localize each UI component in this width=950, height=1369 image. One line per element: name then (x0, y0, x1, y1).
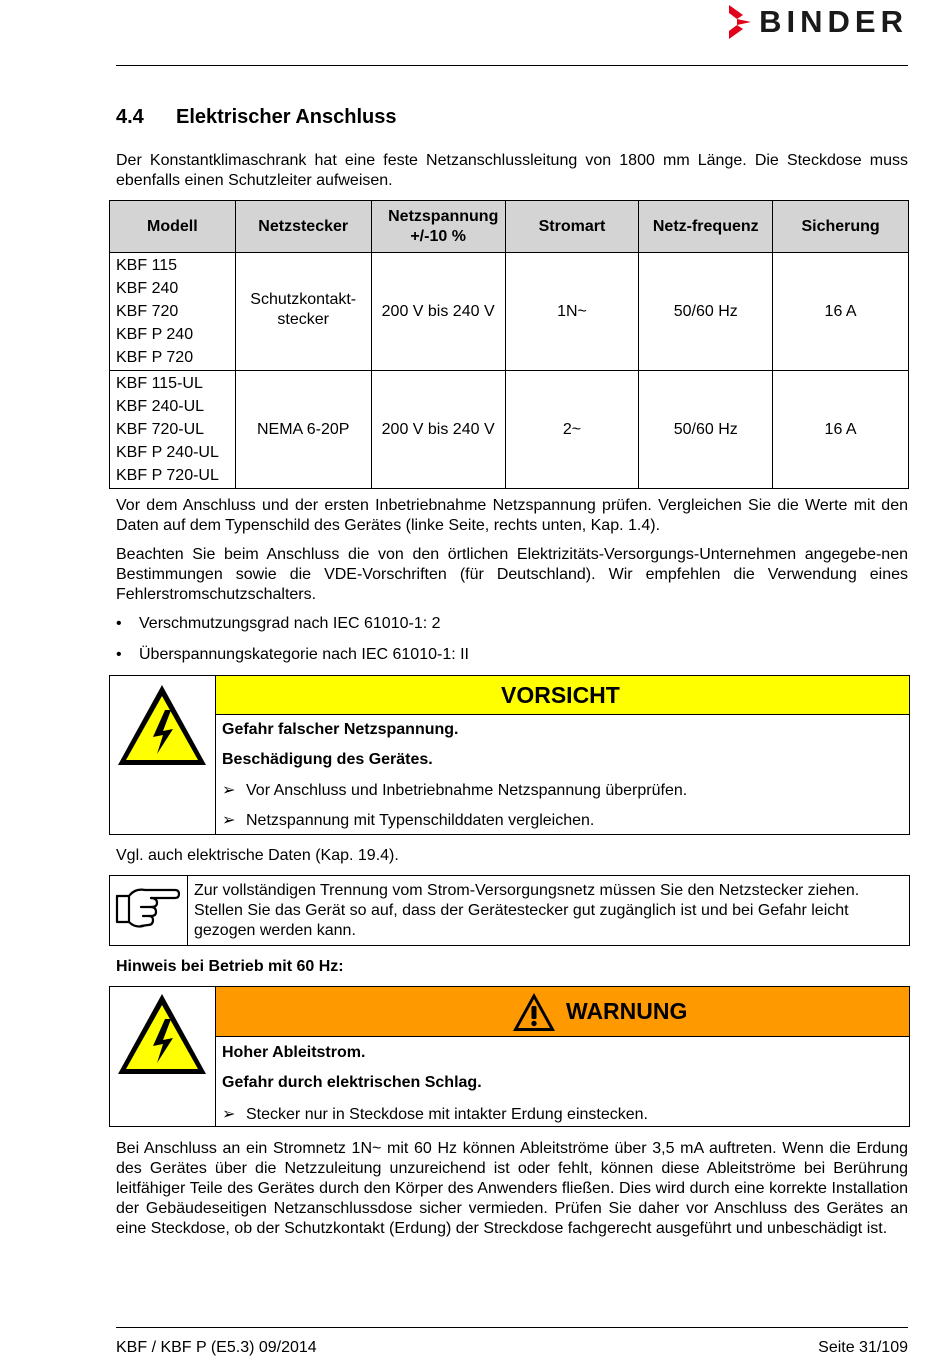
model-list (110, 371, 236, 489)
leakage-paragraph: Bei Anschluss an ein Stromnetz 1N~ mit 60 Hz können Ableitströme über 3,5 mA auftreten. Wenn die Erdung des Gerätes über die Netzzuleitung unzureichend ist oder fehlt, können diese Ableitströme bei Berührung leitfähiger Teile des Gerätes durch den Körper des Anwenders fließen. Dies wird durch eine korrekte Installation der Gebäudeseitigen Netzanschlussdose sicher vermieden. Prüfen Sie daher vor Anschluss des Gerätes an eine Steckdose, ob der Schutzkontakt (Erdung) der Streckdose fachgerecht ausgeführt und unbeschädigt ist. (116, 1140, 908, 1237)
caution-title: VORSICHT (501, 682, 620, 708)
brand-logo (729, 4, 908, 40)
header-frequency: Netz-frequenz (639, 201, 773, 253)
hint-60hz-heading: Hinweis bei Betrieb mit 60 Hz: (116, 958, 344, 975)
footer-doc-id: KBF / KBF P (E5.3) 09/2014 (116, 1339, 317, 1356)
current-cell: 2~ (505, 371, 639, 489)
model-item: KBF P 240 (116, 326, 194, 343)
model-item: KBF 720 (116, 303, 179, 320)
spec-table (109, 200, 909, 489)
header-voltage-text: Netzspannung +/-10 % (388, 207, 499, 245)
voltage-cell: 200 V bis 240 V (371, 371, 505, 489)
model-item: KBF P 240-UL (116, 444, 219, 461)
plug-cell (235, 253, 371, 371)
warning-step (222, 1104, 648, 1124)
bullet-text: Überspannungskategorie nach IEC 61010-1: II (139, 646, 469, 663)
header-rule (116, 65, 908, 66)
header-voltage (371, 201, 505, 253)
warning-title: WARNUNG (566, 998, 688, 1024)
plug-text: Schutzkontakt-stecker (250, 291, 357, 328)
list-item (116, 615, 441, 633)
list-item (116, 646, 469, 664)
model-item: KBF 240-UL (116, 398, 205, 415)
header-model: Modell (110, 201, 236, 253)
note-box (109, 875, 910, 946)
pointing-hand-icon (115, 884, 181, 932)
bullet-icon: • (116, 646, 122, 663)
header-current: Stromart (505, 201, 639, 253)
brand-name: BINDER (759, 4, 908, 39)
model-item: KBF 115-UL (116, 375, 203, 392)
electrical-hazard-icon (115, 991, 209, 1077)
voltage-cell: 200 V bis 240 V (371, 253, 505, 371)
note-icon-cell (110, 876, 188, 945)
caution-line: Beschädigung des Gerätes. (222, 751, 433, 768)
check-paragraph: Vor dem Anschluss und der ersten Inbetriebnahme Netzspannung prüfen. Vergleichen Sie die Werte mit den Daten auf dem Typenschild des Gerätes (linke Seite, rechts unten, Kap. 1.4). (116, 497, 908, 534)
table-header-row (110, 201, 909, 253)
caution-step-text: Vor Anschluss und Inbetriebnahme Netzspannung überprüfen. (246, 782, 688, 799)
warning-step-text: Stecker nur in Steckdose mit intakter Erdung einstecken. (246, 1106, 648, 1123)
arrow-icon: ➢ (222, 782, 236, 799)
model-item: KBF 115 (116, 257, 178, 274)
fuse-cell: 16 A (773, 371, 909, 489)
see-also-text: Vgl. auch elektrische Daten (Kap. 19.4). (116, 847, 399, 864)
plug-cell: NEMA 6-20P (235, 371, 371, 489)
table-row (110, 371, 909, 489)
footer-rule (116, 1327, 908, 1328)
warning-line: Gefahr durch elektrischen Schlag. (222, 1074, 482, 1091)
note-text: Zur vollständigen Trennung vom Strom-Versorgungsnetz müssen Sie den Netzstecker ziehen. Stellen Sie das Gerät so auf, dass der Gerätestecker gut zugänglich ist und bei Gefahr leicht gezogen werden kann. (194, 882, 860, 939)
binder-logo-icon (729, 5, 751, 39)
caution-header (216, 676, 909, 715)
fuse-cell: 16 A (773, 253, 909, 371)
caution-box (109, 675, 910, 835)
model-item: KBF 240 (116, 280, 179, 297)
caution-line: Gefahr falscher Netzspannung. (222, 721, 459, 738)
electrical-hazard-icon (115, 682, 209, 768)
caution-step (222, 810, 594, 830)
table-row (110, 253, 909, 371)
bullet-icon: • (116, 615, 122, 632)
intro-paragraph: Der Konstantklimaschrank hat eine feste Netzanschlussleitung von 1800 mm Länge. Die Steckdose muss ebenfalls einen Schutzleiter aufweisen. (116, 152, 908, 189)
section-title: Elektrischer Anschluss (176, 106, 397, 128)
warning-icon-cell (110, 987, 216, 1126)
model-item: KBF P 720-UL (116, 467, 219, 484)
exclamation-triangle-icon (511, 991, 557, 1033)
section-number: 4.4 (116, 106, 144, 128)
header-plug: Netzstecker (235, 201, 371, 253)
model-item: KBF P 720 (116, 349, 194, 366)
footer-page-number: Seite 31/109 (818, 1339, 908, 1356)
header-fuse: Sicherung (773, 201, 909, 253)
regulations-paragraph: Beachten Sie beim Anschluss die von den örtlichen Elektrizitäts-Versorgungs-Unternehmen angegebe-nen Bestimmungen sowie die VDE-Vorschriften (für Deutschland). Wir empfehlen die Verwendung eines Fehlerstromschutzschalters. (116, 546, 908, 603)
caution-step (222, 780, 687, 800)
warning-box (109, 986, 910, 1127)
caution-step-text: Netzspannung mit Typenschilddaten vergleichen. (246, 812, 595, 829)
current-cell: 1N~ (505, 253, 639, 371)
frequency-cell: 50/60 Hz (639, 253, 773, 371)
model-list (110, 253, 236, 371)
model-item: KBF 720-UL (116, 421, 205, 438)
section-heading (116, 106, 396, 129)
frequency-cell: 50/60 Hz (639, 371, 773, 489)
warning-line: Hoher Ableitstrom. (222, 1044, 366, 1061)
warning-header (216, 987, 909, 1037)
arrow-icon: ➢ (222, 812, 236, 829)
bullet-text: Verschmutzungsgrad nach IEC 61010-1: 2 (139, 615, 441, 632)
arrow-icon: ➢ (222, 1106, 236, 1123)
caution-icon-cell (110, 676, 216, 834)
